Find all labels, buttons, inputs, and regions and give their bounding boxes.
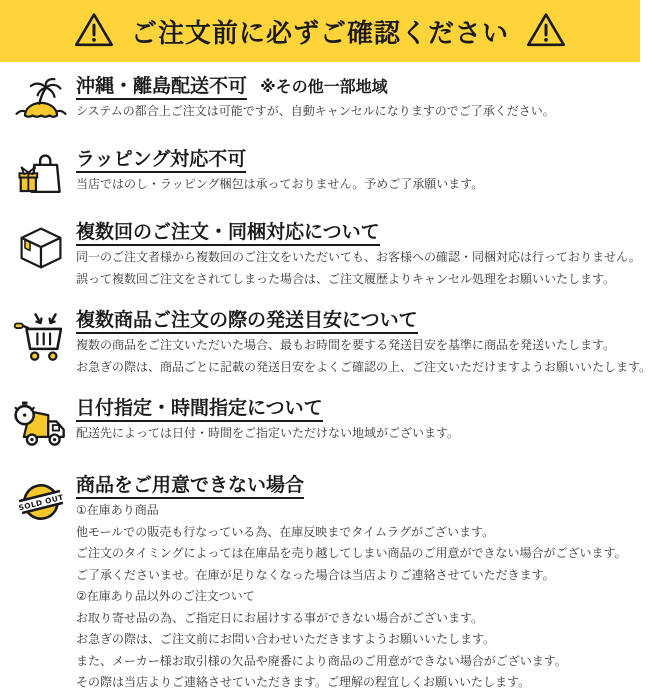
body-line: ②在庫あり品以外のご注文ついて (76, 589, 255, 603)
sold-out-icon (10, 473, 72, 694)
section-title-row (76, 396, 634, 421)
section-title: 沖縄・離島配送不可 (76, 75, 247, 100)
section-lines (76, 247, 641, 290)
section-title: 商品をご用意できない場合 (76, 474, 304, 499)
body-line: お急ぎの際は、商品ごとに記載の発送目安をよくご確認の上、ご注文いただけますようお願いいたします。 (76, 359, 651, 374)
gift-bag-icon (10, 147, 72, 202)
box-icon (10, 220, 72, 290)
section-title-row (76, 220, 641, 245)
section-body (72, 147, 634, 202)
section-title: 複数商品ご注文の際の発送目安について (76, 309, 418, 334)
section-title: ラッピング対応不可 (76, 148, 246, 173)
confirmation-banner (0, 0, 640, 62)
paragraph (76, 586, 634, 694)
body-line: システムの都合上ご注文は可能ですが、自動キャンセルになりますのでご了承ください。 (76, 104, 555, 118)
body-line: また、メーカー様お取引様の欠品や廃番により商品のご用意ができない場合がございます。 (76, 653, 567, 668)
section-title-row (76, 308, 651, 333)
section-body (72, 308, 651, 378)
section-title-suffix: ※その他一部地域 (260, 77, 388, 96)
section-title-row (76, 473, 634, 498)
island-icon (10, 74, 72, 129)
body-line: お急ぎの際は、ご注文前にお問い合わせいただきますようお願いいたします。 (76, 632, 496, 646)
section-title: 複数回のご注文・同梱対応について (76, 221, 380, 246)
paragraph (76, 174, 634, 196)
notice-section (10, 147, 634, 202)
section-lines (76, 174, 634, 196)
section-lines (76, 335, 651, 378)
section-lines (76, 423, 634, 445)
paragraph (76, 335, 651, 378)
paragraph (76, 247, 641, 290)
warning-triangle-icon (525, 10, 567, 52)
truck-icon (10, 396, 72, 455)
section-body (72, 74, 634, 129)
body-line: その際は当店よりご連絡させていただきます。ご理解の程宜しくお願いいたします。 (76, 675, 531, 689)
section-lines (76, 500, 634, 694)
body-line: 複数の商品をご注文いただいた場合、最もお時間を要する発送目安を基準に商品を発送いたします。 (76, 338, 616, 352)
body-line: 同一のご注文者様から複数回のご注文をいただいても、お客様への確認・同梱対応は行っておりません。 (76, 250, 641, 264)
section-title-row (76, 147, 634, 172)
warning-triangle-icon (73, 10, 115, 52)
paragraph (76, 423, 634, 445)
svg-text:SOLD OUT: SOLD OUT (17, 492, 65, 513)
section-body (72, 396, 634, 455)
banner-title: ご注文前に必ずご確認ください (130, 18, 509, 49)
notice-section (10, 473, 634, 694)
cart-icon (10, 308, 72, 378)
section-title: 日付指定・時間指定について (76, 397, 323, 422)
body-line: ご注文のタイミングによっては在庫品を売り越してしまい商品のご用意ができない場合がございます。 (76, 546, 627, 560)
body-line: 他モールでの販売も行なっている為、在庫反映までタイムラグがございます。 (76, 524, 495, 539)
paragraph (76, 500, 634, 586)
body-line: 配送先によっては日付・時間をご指定いただけない地域がございます。 (76, 426, 460, 440)
notice-section (10, 220, 641, 290)
notice-section (10, 308, 651, 378)
section-body (72, 473, 634, 694)
body-line: お取り寄せ品の為、ご指定日にお届けする事ができない場合がございます。 (76, 610, 484, 625)
paragraph (76, 101, 634, 123)
section-lines (76, 101, 634, 123)
body-line: ご了承くださいませ。在庫が足りなくなった場合は当店よりご連絡させていただきます。 (76, 567, 555, 582)
body-line: 当店ではのし・ラッピング梱包は承っておりません。予めご了承願います。 (76, 177, 484, 191)
section-body (72, 220, 641, 290)
body-line: 誤って複数回ご注文をされてしまった場合は、ご注文履歴よりキャンセル処理をお願いいたします。 (76, 271, 616, 286)
section-title-row (76, 74, 634, 99)
notice-section (10, 74, 634, 129)
body-line: ①在庫あり商品 (76, 503, 159, 517)
sections (0, 62, 651, 694)
notice-section (10, 396, 634, 455)
